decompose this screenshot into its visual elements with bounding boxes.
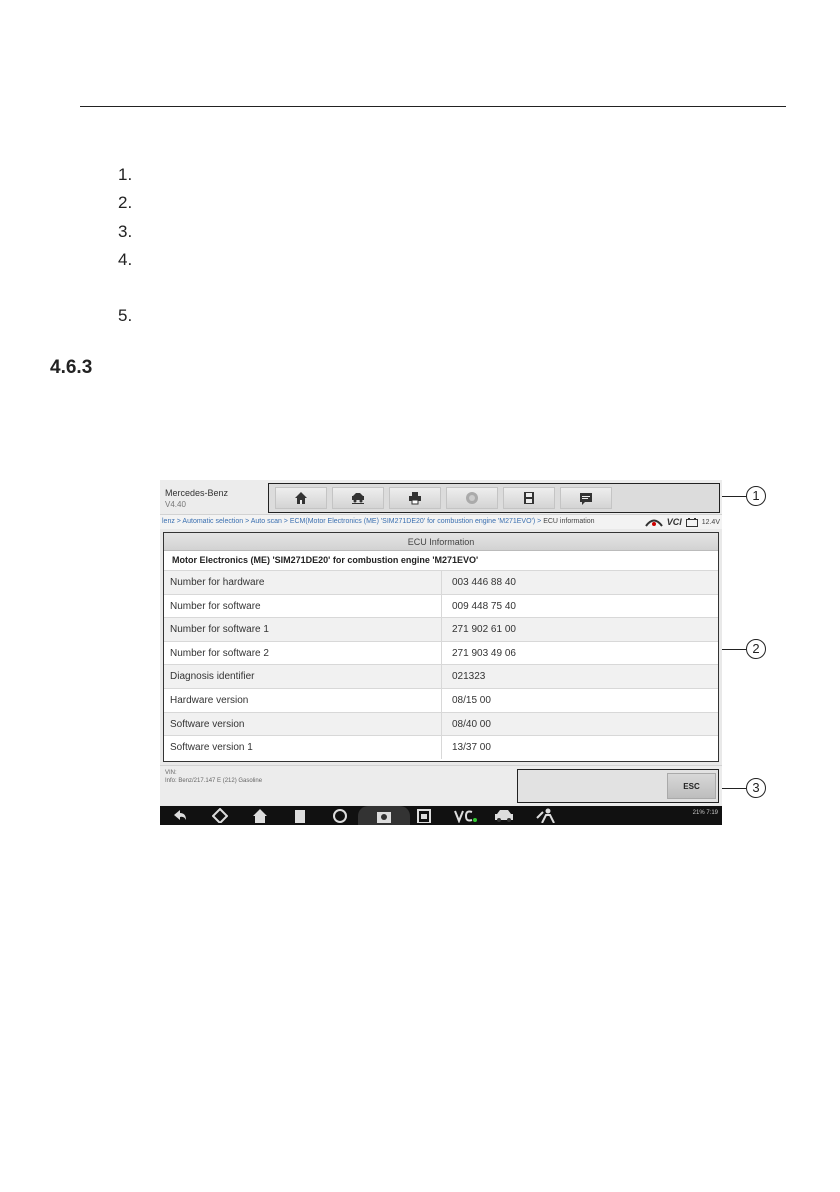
help-button[interactable] bbox=[446, 487, 498, 509]
ecu-info-panel bbox=[163, 532, 719, 762]
table-row bbox=[164, 570, 718, 594]
row-label: Software version 1 bbox=[164, 736, 442, 759]
status-bar bbox=[642, 515, 720, 529]
callout-2: 2 bbox=[746, 639, 766, 659]
row-label: Number for software 1 bbox=[164, 618, 442, 641]
system-status: 21% 7:19 bbox=[692, 810, 718, 816]
table-row bbox=[164, 688, 718, 712]
row-value: 271 902 61 00 bbox=[452, 624, 516, 636]
save-icon bbox=[522, 491, 536, 505]
home-icon bbox=[294, 491, 308, 505]
esc-button[interactable]: ESC bbox=[667, 773, 716, 799]
vehicle-description: Info: Benz/217.147 E (212) Gasoline bbox=[165, 778, 263, 784]
callout-3: 3 bbox=[746, 778, 766, 798]
android-navigation-bar bbox=[160, 806, 722, 825]
callout-line bbox=[722, 496, 746, 497]
vehicle-brand bbox=[165, 488, 228, 510]
brand-name: Mercedes-Benz bbox=[165, 488, 229, 498]
print-button[interactable] bbox=[389, 487, 441, 509]
print-icon bbox=[408, 491, 422, 505]
function-buttons bbox=[517, 769, 719, 803]
function-toolbar bbox=[268, 483, 720, 513]
table-row bbox=[164, 664, 718, 688]
battery-icon bbox=[686, 518, 698, 527]
back-icon[interactable] bbox=[172, 808, 188, 823]
list-item: 1. bbox=[118, 165, 133, 184]
vehicle-swap-button[interactable] bbox=[332, 487, 384, 509]
row-value: 021323 bbox=[452, 671, 486, 683]
row-label: Number for software bbox=[164, 595, 442, 618]
recent-apps-icon[interactable] bbox=[292, 808, 308, 823]
signal-icon bbox=[645, 517, 663, 527]
save-button[interactable] bbox=[503, 487, 555, 509]
table-row bbox=[164, 617, 718, 641]
function-bar bbox=[160, 765, 722, 805]
vci-status-icon[interactable] bbox=[454, 808, 478, 823]
row-label: Diagnosis identifier bbox=[164, 665, 442, 688]
data-logging-icon bbox=[579, 491, 593, 505]
callout-1: 1 bbox=[746, 486, 766, 506]
list-item: 5. bbox=[118, 306, 133, 325]
row-value: 003 446 88 40 bbox=[452, 577, 516, 588]
data-logging-button[interactable] bbox=[560, 487, 612, 509]
row-value: 08/40 00 bbox=[452, 718, 491, 730]
vehicle-icon[interactable] bbox=[494, 808, 514, 823]
table-row bbox=[164, 641, 718, 665]
battery-voltage: 12.4V bbox=[701, 518, 720, 526]
row-value: 271 903 49 06 bbox=[452, 647, 516, 659]
breadcrumb bbox=[160, 515, 722, 529]
section-number: 4.6.3 bbox=[50, 357, 93, 378]
list-item: 3. bbox=[118, 222, 133, 241]
vehicle-swap-icon bbox=[351, 491, 365, 505]
table-row bbox=[164, 712, 718, 736]
list-item: 2. bbox=[118, 193, 133, 212]
house-icon[interactable] bbox=[252, 808, 268, 823]
top-toolbar bbox=[160, 480, 722, 515]
table-row bbox=[164, 594, 718, 618]
info-table bbox=[164, 570, 718, 759]
gallery-icon[interactable] bbox=[416, 808, 432, 823]
table-row bbox=[164, 735, 718, 759]
remote-support-icon[interactable] bbox=[536, 808, 556, 823]
device-screenshot bbox=[160, 480, 722, 825]
row-value: 08/15 00 bbox=[452, 694, 491, 706]
callout-line bbox=[722, 649, 746, 650]
home-nav-icon[interactable] bbox=[212, 808, 228, 823]
row-label: Software version bbox=[164, 713, 442, 736]
vci-indicator: VCI bbox=[666, 517, 682, 527]
vehicle-info bbox=[165, 769, 262, 785]
camera-icon[interactable] bbox=[376, 808, 392, 823]
row-label: Number for hardware bbox=[164, 571, 442, 594]
breadcrumb-current: ECU information bbox=[543, 518, 595, 525]
row-value: 13/37 00 bbox=[452, 742, 491, 754]
row-label: Hardware version bbox=[164, 689, 442, 712]
vin-label: VIN: bbox=[165, 770, 177, 776]
software-version: V4.40 bbox=[165, 500, 186, 509]
panel-title: ECU Information bbox=[164, 533, 718, 551]
header-rule bbox=[80, 106, 786, 107]
help-icon bbox=[465, 491, 479, 505]
home-button[interactable] bbox=[275, 487, 327, 509]
callout-line bbox=[722, 788, 746, 789]
list-item: 4. bbox=[118, 250, 133, 269]
row-value: 009 448 75 40 bbox=[452, 600, 516, 612]
breadcrumb-path[interactable]: lenz > Automatic selection > Auto scan > ECM(Motor Electronics (ME) 'SIM271DE20' for combustion engine 'M271EVO') > bbox=[162, 518, 542, 525]
row-label: Number for software 2 bbox=[164, 642, 442, 665]
browser-icon[interactable] bbox=[332, 808, 348, 823]
panel-subtitle: Motor Electronics (ME) 'SIM271DE20' for combustion engine 'M271EVO' bbox=[164, 551, 718, 570]
